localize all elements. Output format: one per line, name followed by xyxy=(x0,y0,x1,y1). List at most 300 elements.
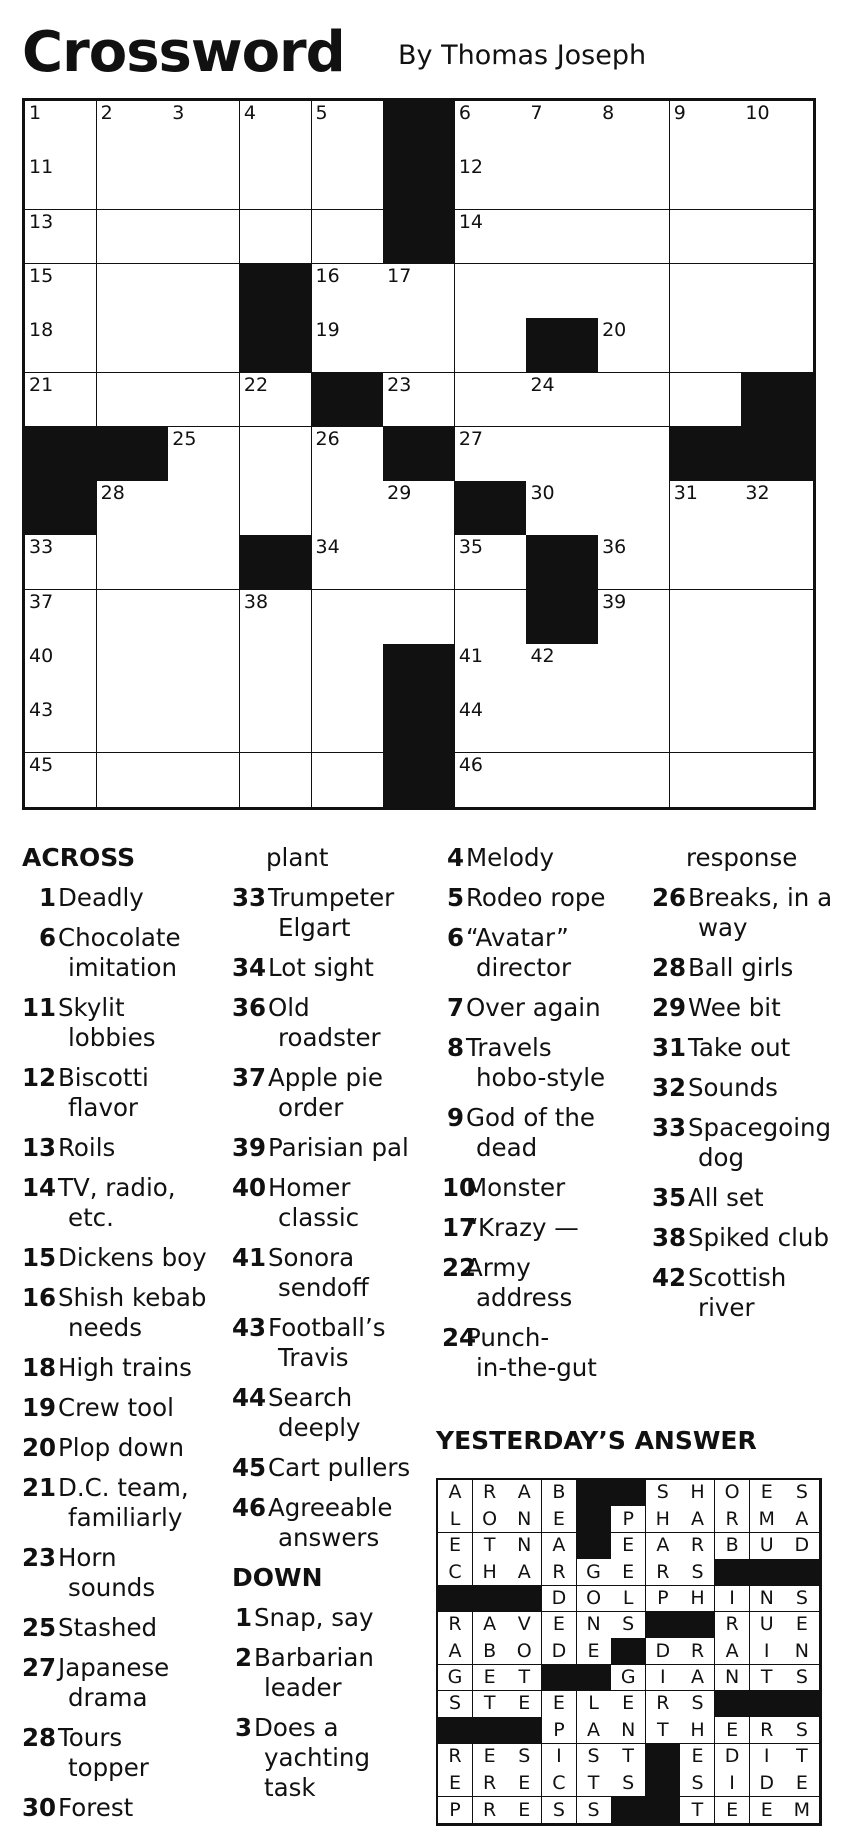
grid-cell[interactable] xyxy=(25,644,97,699)
answer-letter: S xyxy=(680,1691,715,1718)
clue-text: Stashed xyxy=(58,1613,158,1642)
answer-letter: T xyxy=(577,1770,612,1797)
answer-letter: R xyxy=(750,1717,785,1744)
grid-cell[interactable] xyxy=(670,101,742,156)
grid-cell[interactable] xyxy=(598,373,670,428)
answer-black-square xyxy=(715,1691,750,1718)
clue-text: Roils xyxy=(58,1133,116,1162)
grid-cell[interactable] xyxy=(741,210,813,265)
clue-item[interactable] xyxy=(22,1473,232,1533)
grid-cell[interactable] xyxy=(240,753,312,807)
clue-item[interactable] xyxy=(22,1793,232,1823)
clue-item[interactable] xyxy=(232,883,442,943)
clue-item[interactable] xyxy=(232,1063,442,1123)
grid-cell[interactable] xyxy=(526,155,598,210)
clue-item[interactable] xyxy=(652,1223,850,1253)
grid-cell[interactable] xyxy=(741,155,813,210)
grid-cell[interactable] xyxy=(25,264,97,319)
grid-cell[interactable] xyxy=(598,264,670,319)
grid-cell[interactable] xyxy=(97,101,169,156)
clue-item[interactable] xyxy=(232,1643,442,1703)
grid-cell[interactable] xyxy=(312,210,384,265)
answer-letter: E xyxy=(680,1744,715,1771)
answer-letter: E xyxy=(784,1612,819,1639)
clue-item[interactable] xyxy=(652,953,850,983)
answer-black-square xyxy=(646,1612,681,1639)
clue-item[interactable] xyxy=(22,923,232,983)
clue-number: 6 xyxy=(458,102,471,124)
grid-cell[interactable] xyxy=(240,373,312,428)
grid-cell[interactable] xyxy=(455,644,527,699)
grid-cell[interactable] xyxy=(168,210,240,265)
clue-item[interactable] xyxy=(232,1383,442,1443)
black-square xyxy=(240,264,312,319)
clue-item[interactable] xyxy=(232,993,442,1053)
clue-item[interactable] xyxy=(22,1543,232,1603)
answer-letter: I xyxy=(750,1744,785,1771)
grid-cell[interactable] xyxy=(598,590,670,645)
answer-letter: I xyxy=(646,1665,681,1692)
grid-cell[interactable] xyxy=(455,535,527,590)
clue-item[interactable] xyxy=(652,1183,850,1213)
clue-item[interactable] xyxy=(442,1103,652,1163)
grid-cell[interactable] xyxy=(168,753,240,807)
grid-cell[interactable] xyxy=(455,427,527,482)
black-square xyxy=(383,427,455,482)
clue-item[interactable] xyxy=(232,1453,442,1483)
answer-letter: E xyxy=(611,1691,646,1718)
clue-item[interactable] xyxy=(22,1353,232,1383)
answer-letter: E xyxy=(438,1770,473,1797)
grid-cell[interactable] xyxy=(741,318,813,373)
answer-letter: B xyxy=(542,1480,577,1507)
grid-cell[interactable] xyxy=(670,753,742,807)
clue-text: dead xyxy=(476,1133,538,1162)
grid-cell[interactable] xyxy=(240,590,312,645)
clue-number: 45 xyxy=(29,753,54,776)
grid-cell[interactable] xyxy=(97,698,169,753)
grid-cell[interactable] xyxy=(312,101,384,156)
black-square xyxy=(383,753,455,807)
grid-cell[interactable] xyxy=(168,155,240,210)
answer-letter: S xyxy=(680,1559,715,1586)
grid-cell[interactable] xyxy=(383,264,455,319)
black-square xyxy=(383,210,455,265)
clue-continuation: plant xyxy=(266,843,329,872)
clue-number: 4 xyxy=(446,843,464,872)
grid-cell[interactable] xyxy=(741,644,813,699)
answer-letter: E xyxy=(611,1533,646,1560)
clue-item[interactable] xyxy=(22,1613,232,1643)
grid-cell[interactable] xyxy=(526,427,598,482)
clue-item[interactable] xyxy=(22,883,232,913)
answer-letter: H xyxy=(473,1559,508,1586)
clue-item[interactable] xyxy=(442,1213,652,1243)
clue-item[interactable] xyxy=(232,1713,442,1803)
grid-cell[interactable] xyxy=(670,318,742,373)
clue-item[interactable] xyxy=(442,923,652,983)
clue-item[interactable] xyxy=(652,993,850,1023)
grid-cell[interactable] xyxy=(526,644,598,699)
grid-cell[interactable] xyxy=(168,264,240,319)
answer-letter: E xyxy=(507,1770,542,1797)
clue-item[interactable] xyxy=(22,1653,232,1713)
grid-cell[interactable] xyxy=(25,373,97,428)
black-square xyxy=(741,427,813,482)
black-square xyxy=(240,318,312,373)
clue-number: 36 xyxy=(602,536,627,559)
clue-text: imitation xyxy=(68,953,178,982)
grid-cell[interactable] xyxy=(240,101,312,156)
answer-black-square xyxy=(611,1638,646,1665)
answer-black-square xyxy=(715,1559,750,1586)
grid-cell[interactable] xyxy=(598,155,670,210)
grid-cell[interactable] xyxy=(455,318,527,373)
clue-text: deeply xyxy=(278,1413,361,1442)
clue-item[interactable] xyxy=(22,1243,232,1273)
grid-cell[interactable] xyxy=(670,698,742,753)
grid-cell[interactable] xyxy=(741,535,813,590)
grid-cell[interactable] xyxy=(670,210,742,265)
clue-text: lobbies xyxy=(68,1023,156,1052)
clue-number: 38 xyxy=(243,590,269,613)
grid-cell[interactable] xyxy=(168,698,240,753)
clue-number: 7 xyxy=(446,993,464,1022)
clue-item[interactable] xyxy=(232,1133,442,1163)
clue-text: Ball girls xyxy=(688,953,794,982)
grid-cell[interactable] xyxy=(670,373,742,428)
answer-letter: A xyxy=(784,1506,819,1533)
answer-letter: D xyxy=(542,1638,577,1665)
clue-item[interactable] xyxy=(22,1173,232,1233)
answer-black-square xyxy=(577,1480,612,1507)
grid-cell[interactable] xyxy=(526,101,598,156)
black-square xyxy=(25,427,97,482)
grid-cell[interactable] xyxy=(168,101,240,156)
clue-item[interactable] xyxy=(232,1493,442,1553)
clue-item[interactable] xyxy=(442,843,652,873)
clue-number: 43 xyxy=(29,699,54,722)
clue-number: 33 xyxy=(232,883,267,912)
black-square xyxy=(526,590,598,645)
clue-number: 20 xyxy=(602,319,627,342)
grid-cell[interactable] xyxy=(526,698,598,753)
grid-cell[interactable] xyxy=(383,535,455,590)
answer-letter: R xyxy=(473,1770,508,1797)
grid-cell[interactable] xyxy=(383,318,455,373)
clue-number: 29 xyxy=(387,482,412,505)
grid-cell[interactable] xyxy=(670,481,742,536)
grid-cell[interactable] xyxy=(312,698,384,753)
clue-number: 38 xyxy=(652,1223,687,1252)
grid-cell[interactable] xyxy=(526,373,598,428)
clue-item[interactable] xyxy=(232,1313,442,1373)
grid-cell[interactable] xyxy=(312,535,384,590)
clue-text: sendoff xyxy=(278,1273,369,1302)
grid-cell[interactable] xyxy=(97,590,169,645)
clue-text: Agreeable xyxy=(268,1493,393,1522)
black-square xyxy=(383,644,455,699)
grid-cell[interactable] xyxy=(455,155,527,210)
grid-cell[interactable] xyxy=(598,698,670,753)
clue-item[interactable] xyxy=(232,1603,442,1633)
clue-number: 43 xyxy=(232,1313,267,1342)
grid-cell[interactable] xyxy=(312,427,384,482)
clue-item[interactable] xyxy=(652,1033,850,1063)
clue-text: Cart pullers xyxy=(268,1453,411,1482)
clue-number: 18 xyxy=(22,1353,57,1382)
clue-text: Dickens boy xyxy=(58,1243,207,1272)
answer-letter: A xyxy=(507,1480,542,1507)
grid-cell[interactable] xyxy=(670,644,742,699)
clue-number: 17 xyxy=(387,264,412,287)
grid-cell[interactable] xyxy=(240,644,312,699)
answer-black-square xyxy=(646,1797,681,1824)
grid-cell[interactable] xyxy=(97,535,169,590)
answer-letter: O xyxy=(473,1506,508,1533)
clue-number: 28 xyxy=(652,953,687,982)
answer-letter: C xyxy=(542,1770,577,1797)
clue-item[interactable] xyxy=(232,1243,442,1303)
answer-letter: L xyxy=(611,1586,646,1613)
clue-item[interactable] xyxy=(652,883,850,943)
clue-item[interactable] xyxy=(22,993,232,1053)
clue-text: Japanese xyxy=(58,1653,170,1682)
grid-cell[interactable] xyxy=(741,753,813,807)
grid-cell[interactable] xyxy=(168,481,240,536)
clue-number: 16 xyxy=(315,264,340,287)
clue-number: 20 xyxy=(22,1433,57,1462)
answer-letter: R xyxy=(542,1559,577,1586)
grid-cell[interactable] xyxy=(598,427,670,482)
clue-item[interactable] xyxy=(442,1173,652,1203)
grid-cell[interactable] xyxy=(670,155,742,210)
grid-cell[interactable] xyxy=(741,264,813,319)
grid-cell[interactable] xyxy=(741,481,813,536)
clue-text: address xyxy=(476,1283,573,1312)
grid-cell[interactable] xyxy=(312,753,384,807)
clue-item[interactable] xyxy=(232,1173,442,1233)
answer-letter: P xyxy=(438,1797,473,1824)
grid-cell[interactable] xyxy=(25,101,97,156)
grid-cell[interactable] xyxy=(455,210,527,265)
clue-item[interactable] xyxy=(652,1073,850,1103)
answer-black-square xyxy=(750,1691,785,1718)
grid-cell[interactable] xyxy=(598,318,670,373)
grid-cell[interactable] xyxy=(97,264,169,319)
clue-number: 5 xyxy=(315,102,328,124)
clue-text: Melody xyxy=(466,843,555,872)
grid-cell[interactable] xyxy=(97,481,169,536)
clue-number: 11 xyxy=(22,993,57,1022)
clue-item[interactable] xyxy=(652,1113,850,1173)
grid-cell[interactable] xyxy=(240,698,312,753)
clue-text: in-the-gut xyxy=(476,1353,597,1382)
answer-letter: S xyxy=(507,1744,542,1771)
answer-black-square xyxy=(611,1480,646,1507)
answer-letter: R xyxy=(715,1612,750,1639)
grid-cell[interactable] xyxy=(455,590,527,645)
clue-number: 3 xyxy=(234,1713,252,1742)
grid-cell[interactable] xyxy=(312,318,384,373)
grid-cell[interactable] xyxy=(526,210,598,265)
grid-cell[interactable] xyxy=(598,644,670,699)
clue-item[interactable] xyxy=(22,1723,232,1783)
grid-cell[interactable] xyxy=(25,590,97,645)
grid-cell[interactable] xyxy=(97,373,169,428)
clue-text: Search xyxy=(268,1383,353,1412)
grid-cell[interactable] xyxy=(598,481,670,536)
clue-item[interactable] xyxy=(22,1063,232,1123)
answer-letter: A xyxy=(473,1612,508,1639)
grid-cell[interactable] xyxy=(240,210,312,265)
grid-cell[interactable] xyxy=(168,373,240,428)
clue-text: river xyxy=(698,1293,755,1322)
answer-letter: N xyxy=(784,1638,819,1665)
yesterday-answer-grid xyxy=(436,1478,822,1826)
clue-text: Scottish xyxy=(688,1263,787,1292)
answer-letter: I xyxy=(542,1744,577,1771)
clue-number: 11 xyxy=(29,156,54,179)
grid-cell[interactable] xyxy=(598,101,670,156)
grid-cell[interactable] xyxy=(25,210,97,265)
clue-number: 35 xyxy=(652,1183,687,1212)
byline: By Thomas Joseph xyxy=(398,40,647,71)
grid-cell[interactable] xyxy=(455,698,527,753)
grid-cell[interactable] xyxy=(526,753,598,807)
clue-number: 2 xyxy=(234,1643,252,1672)
clue-number: 34 xyxy=(232,953,267,982)
grid-cell[interactable] xyxy=(240,481,312,536)
clue-text: hobo-style xyxy=(476,1063,606,1092)
answer-letter: E xyxy=(715,1797,750,1824)
grid-cell[interactable] xyxy=(670,264,742,319)
grid-cell[interactable] xyxy=(312,155,384,210)
answer-letter: S xyxy=(438,1691,473,1718)
answer-letter: O xyxy=(507,1638,542,1665)
answer-letter: M xyxy=(784,1797,819,1824)
clue-number: 13 xyxy=(22,1133,57,1162)
grid-cell[interactable] xyxy=(455,264,527,319)
grid-cell[interactable] xyxy=(25,753,97,807)
answer-black-square xyxy=(438,1586,473,1613)
grid-cell[interactable] xyxy=(25,535,97,590)
grid-cell[interactable] xyxy=(312,481,384,536)
grid-cell[interactable] xyxy=(25,698,97,753)
grid-cell[interactable] xyxy=(526,481,598,536)
grid-cell[interactable] xyxy=(97,210,169,265)
grid-cell[interactable] xyxy=(312,264,384,319)
clue-number: 32 xyxy=(652,1073,687,1102)
grid-cell[interactable] xyxy=(168,535,240,590)
grid-cell[interactable] xyxy=(240,427,312,482)
clue-number: 26 xyxy=(652,883,687,912)
clue-item[interactable] xyxy=(442,1253,652,1313)
clue-text: Barbarian xyxy=(254,1643,374,1672)
grid-cell[interactable] xyxy=(97,155,169,210)
answer-letter: R xyxy=(680,1638,715,1665)
answer-letter: H xyxy=(680,1480,715,1507)
clue-item[interactable] xyxy=(442,883,652,913)
clue-text: Punch- xyxy=(466,1323,550,1352)
grid-cell[interactable] xyxy=(670,535,742,590)
clue-item[interactable] xyxy=(22,1283,232,1343)
grid-cell[interactable] xyxy=(97,753,169,807)
down-heading: DOWN xyxy=(232,1563,323,1592)
clue-item[interactable] xyxy=(442,1033,652,1093)
grid-cell[interactable] xyxy=(455,753,527,807)
grid-cell[interactable] xyxy=(383,373,455,428)
answer-letter: B xyxy=(715,1533,750,1560)
clue-number: 5 xyxy=(446,883,464,912)
grid-cell[interactable] xyxy=(455,101,527,156)
clue-item[interactable] xyxy=(652,1263,850,1323)
grid-cell[interactable] xyxy=(741,698,813,753)
answer-letter: T xyxy=(507,1665,542,1692)
clue-text: roadster xyxy=(278,1023,381,1052)
grid-cell[interactable] xyxy=(383,481,455,536)
grid-cell[interactable] xyxy=(598,210,670,265)
grid-cell[interactable] xyxy=(168,590,240,645)
grid-cell[interactable] xyxy=(168,318,240,373)
answer-letter: R xyxy=(715,1506,750,1533)
clue-text: order xyxy=(278,1093,344,1122)
answer-letter: E xyxy=(750,1480,785,1507)
answer-letter: T xyxy=(750,1665,785,1692)
grid-cell[interactable] xyxy=(526,264,598,319)
clue-item[interactable] xyxy=(442,1323,652,1383)
answer-black-square xyxy=(438,1717,473,1744)
clue-text: topper xyxy=(68,1753,149,1782)
grid-cell[interactable] xyxy=(598,753,670,807)
clue-item[interactable] xyxy=(22,1393,232,1423)
clue-number: 39 xyxy=(232,1133,267,1162)
answer-letter: M xyxy=(750,1506,785,1533)
grid-cell[interactable] xyxy=(25,155,97,210)
black-square xyxy=(97,427,169,482)
clue-item[interactable] xyxy=(22,1133,232,1163)
clue-item[interactable] xyxy=(22,1433,232,1463)
grid-cell[interactable] xyxy=(312,590,384,645)
grid-cell[interactable] xyxy=(312,644,384,699)
grid-cell[interactable] xyxy=(383,590,455,645)
clue-text: Shish kebab xyxy=(58,1283,207,1312)
grid-cell[interactable] xyxy=(168,427,240,482)
grid-cell[interactable] xyxy=(97,318,169,373)
answer-letter: E xyxy=(784,1770,819,1797)
grid-cell[interactable] xyxy=(598,535,670,590)
clue-item[interactable] xyxy=(232,953,442,983)
clue-number: 44 xyxy=(232,1383,267,1412)
clue-item[interactable] xyxy=(442,993,652,1023)
grid-cell[interactable] xyxy=(741,101,813,156)
grid-cell[interactable] xyxy=(168,644,240,699)
grid-cell[interactable] xyxy=(741,590,813,645)
grid-cell[interactable] xyxy=(240,155,312,210)
clue-text: leader xyxy=(264,1673,342,1702)
clue-number: 8 xyxy=(602,102,615,124)
black-square xyxy=(312,373,384,428)
grid-cell[interactable] xyxy=(670,590,742,645)
grid-cell[interactable] xyxy=(25,318,97,373)
grid-cell[interactable] xyxy=(455,373,527,428)
grid-cell[interactable] xyxy=(97,644,169,699)
answer-letter: R xyxy=(438,1612,473,1639)
clue-text: answers xyxy=(278,1523,380,1552)
clue-number: 15 xyxy=(22,1243,57,1272)
clue-text: D.C. team, xyxy=(58,1473,189,1502)
answer-letter: B xyxy=(473,1638,508,1665)
